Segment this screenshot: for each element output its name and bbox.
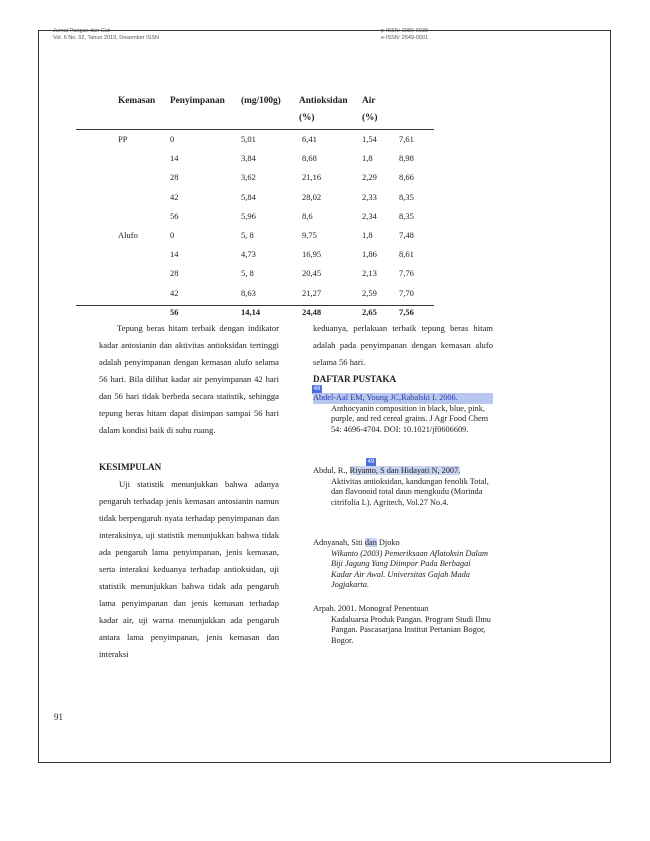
reference-1-details: Anthocyanin composition in black, blue, pink, purple, and red cereal grains. J Agr Food Chem 54: 4696-4704. DOI: 10.1021/jf0606609.	[331, 403, 489, 434]
table-cell: 2,13	[362, 268, 377, 279]
table-cell: 21,16	[302, 172, 322, 183]
table-header-unit: (%)	[299, 113, 315, 123]
table-cell: 7,76	[399, 268, 414, 279]
table-cell: 9,75	[302, 230, 317, 240]
table-row	[0, 268, 650, 286]
paragraph-continuation: keduanya, perlakuan terbaik tepung beras hitam adalah pada penyimpanan dengan kemasan alufo selama 56 hari.	[313, 323, 493, 367]
table-cell: 42	[170, 191, 179, 202]
table-cell: 1,86	[362, 249, 377, 260]
left-column	[99, 320, 279, 439]
table-row	[0, 134, 650, 152]
annotation-marker[interactable]: 48	[313, 386, 321, 392]
table-row	[0, 249, 650, 267]
table-cell: 7,48	[399, 230, 414, 240]
table-cell: 8,68	[302, 153, 317, 164]
reference-4	[313, 604, 493, 646]
table-cell: 7,61	[399, 134, 414, 144]
reference-3-author-2: Djoko	[376, 538, 400, 547]
kesimpulan-section	[99, 459, 279, 663]
table-cell: 20,45	[302, 268, 322, 279]
right-column-paragraph	[313, 320, 493, 371]
table-cell: 2,29	[362, 172, 377, 183]
table-row	[0, 153, 650, 171]
journal-title: Jurnal Pangan dan Gizi	[53, 28, 111, 34]
daftar-pustaka-title: DAFTAR PUSTAKA	[313, 374, 397, 384]
table-cell: 5,01	[241, 134, 256, 144]
table-header: (mg/100g)	[241, 96, 281, 106]
table-cell: 0	[170, 134, 175, 144]
table-row	[0, 288, 650, 306]
table-cell: 7,70	[399, 287, 414, 298]
table-cell: 28	[170, 172, 179, 183]
table-cell: 5,84	[241, 191, 256, 202]
table-cell: 7,56	[399, 306, 414, 317]
table-row	[0, 230, 650, 248]
reference-4-details: Kadaluarsa Produk Pangan. Program Studi Ilmu Pangan. Pascasarjana Institut Pertanian Bogor, Bogor.	[331, 614, 491, 645]
reference-2-highlight[interactable]: Riyanto, S dan Hidayati N, 2007.	[349, 466, 461, 475]
table-cell: 1,54	[362, 134, 377, 144]
reference-3	[313, 538, 493, 591]
reference-2-lead	[313, 466, 493, 477]
journal-header	[53, 28, 159, 42]
table-header: Antioksidan	[299, 96, 348, 106]
table-cell: PP	[118, 134, 128, 144]
table-cell: 1,8	[362, 153, 373, 164]
table-cell: 5,96	[241, 210, 256, 221]
table-cell: 5, 8	[241, 268, 254, 279]
table-cell: 14	[170, 249, 179, 260]
table-cell: 28	[170, 268, 179, 279]
issn-online: e-ISSN: 2549-0001	[381, 35, 429, 41]
issn-print: p-ISSN: 2086-6038	[381, 28, 429, 34]
reference-3-lead	[313, 538, 493, 549]
table-cell: 2,33	[362, 191, 377, 202]
kesimpulan-paragraph: Uji statistik menunjukkan bahwa adanya pengaruh terhadap jenis kemasan antosianin namun tidak berpengaruh nyata terhadap penyimpanan dan interaksinya, uji statistik menunjukkan bahwa tidak ada pengaruh lama penyimpanan, jenis kemasan, serta interaksi keduanya terhadap antioksidan, uji statistik menunjukkan bahwa tidak ada pengaruh lama penyimpanan dan jenis kemasan terhadap kadar air, uji warna menunjukkan ada pengaruh antara lama penyimpanan, jenis kemasan dan interaksi	[99, 479, 279, 659]
table-cell: 56	[170, 210, 179, 221]
reference-4-lead: Arpah. 2001. Monograf Penentuan	[313, 604, 429, 613]
table-cell: 21,27	[302, 287, 322, 298]
table-cell: 2,59	[362, 287, 377, 298]
table-rule-top	[76, 129, 434, 130]
reference-3-author: Adnyanah, Siti	[313, 538, 365, 547]
reference-1-authors[interactable]: Abdel-Aal EM, Young JC,Rabalski I. 2006.	[313, 393, 493, 404]
table-row	[0, 211, 650, 229]
table-cell: 6,41	[302, 134, 317, 144]
table-header: Air	[362, 96, 376, 106]
table-cell: 24,48	[302, 306, 322, 317]
table-cell: 8,61	[399, 249, 414, 260]
page-number: 91	[54, 712, 63, 722]
reference-2	[313, 466, 493, 508]
reference-2-details: Aktivitas antioksidan, kandungan fenolik Total, dan flavonoid total daun mengkudu (Morinda citrifolia L). Agritech, Vol.27 No.4.	[331, 476, 489, 507]
reference-3-details: Wikanto (2003) Pemeriksaan Aflatoksin Dalam Biji Jagung Yang Diimpor Pada Berbagai Kadar Air Awal. Universitas Gajah Mada Jogjakarta.	[331, 548, 489, 589]
reference-1	[313, 393, 493, 435]
table-header: Kemasan	[118, 96, 156, 106]
table-cell: 2,34	[362, 210, 377, 221]
issn-header	[381, 28, 428, 42]
table-cell: 14,14	[241, 306, 261, 317]
table-cell: 8,63	[241, 287, 256, 298]
table-cell: 3,84	[241, 153, 256, 164]
table-cell: 1,8	[362, 230, 373, 240]
kesimpulan-title: KESIMPULAN	[99, 462, 162, 472]
table-cell: 8,6	[302, 210, 313, 221]
journal-volume: Vol. 6 No. 02, Tahun 2019, Desember ISSN	[53, 35, 159, 41]
table-cell: 56	[170, 306, 179, 317]
table-cell: 8,98	[399, 153, 414, 164]
table-cell: 2,65	[362, 306, 377, 317]
table-cell: 8,66	[399, 172, 414, 183]
table-cell: 42	[170, 287, 179, 298]
table-cell: 8,35	[399, 210, 414, 221]
table-header-unit: (%)	[362, 113, 378, 123]
table-row	[0, 172, 650, 190]
table-cell: 5, 8	[241, 230, 254, 240]
table-cell: Alufo	[118, 230, 138, 240]
table-header: Penyimpanan	[170, 96, 225, 106]
paragraph-conclusion-storage: Tepung beras hitam terbaik dengan indikator kadar antosianin dan aktivitas antioksidan tertinggi adalah penyimpanan dengan kemasan alufo selama 56 hari. Bila dilihat kadar air penyimpanan 42 hari dan 56 hari tidak berbeda secara statistik, sehingga tepung beras hitam dapat disimpan sampai 56 hari dalam kondisi baik di suhu ruang.	[99, 323, 279, 435]
table-cell: 16,95	[302, 249, 322, 260]
table-cell: 4,73	[241, 249, 256, 260]
table-cell: 14	[170, 153, 179, 164]
table-cell: 8,35	[399, 191, 414, 202]
table-row	[0, 192, 650, 210]
reference-2-author: Abdul, R.,	[313, 466, 350, 475]
reference-3-highlight[interactable]: dan	[364, 538, 377, 547]
table-cell: 0	[170, 230, 175, 240]
table-cell: 28,02	[302, 191, 322, 202]
table-cell: 3,62	[241, 172, 256, 183]
annotation-marker[interactable]: 49	[367, 459, 375, 465]
